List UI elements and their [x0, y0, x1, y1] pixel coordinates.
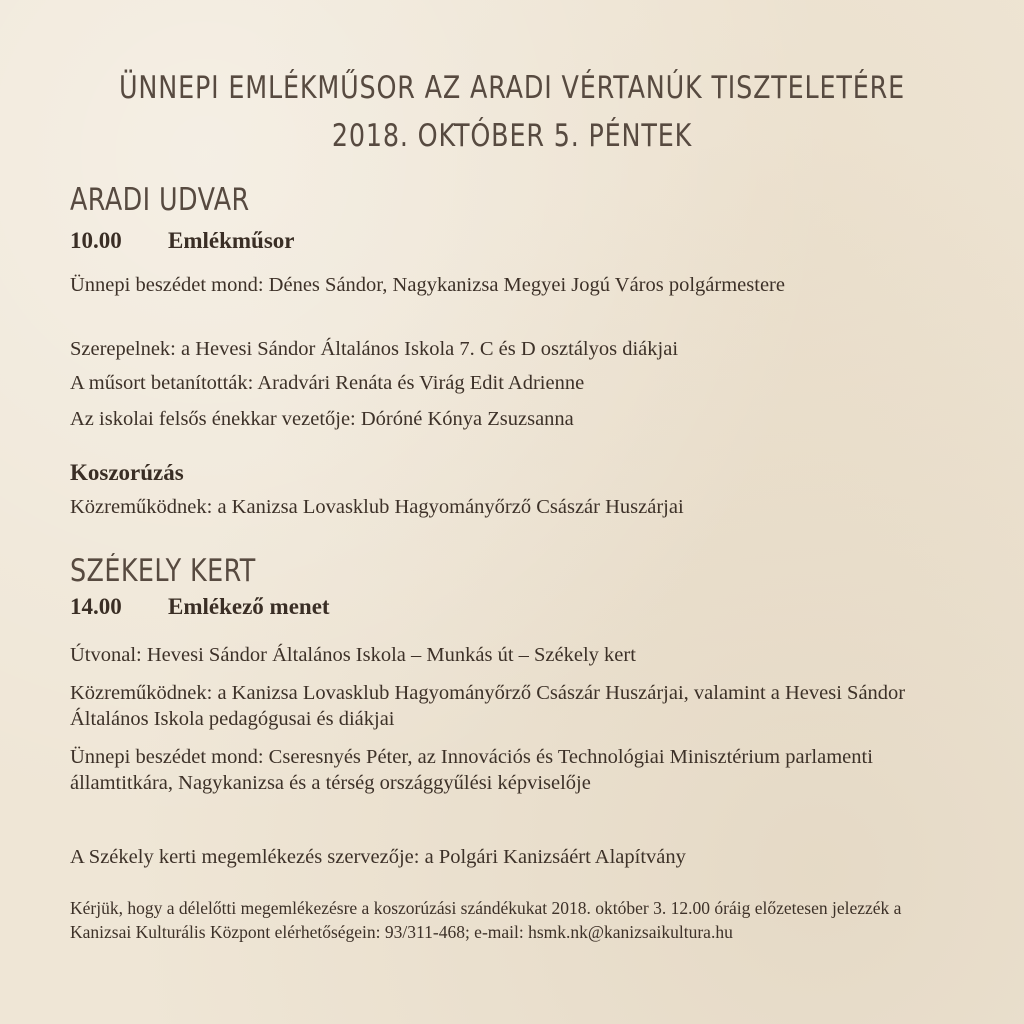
program-line-speaker: Ünnepi beszédet mond: Dénes Sándor, Nagykanizsa Megyei Jogú Város polgármestere	[70, 274, 785, 296]
footer-note: Kérjük, hogy a délelőtti megemlékezésre a koszorúzási szándékukat 2018. október 3. 12.00 óráig előzetesen jelezzék a Kanizsai Kulturális Központ elérhetőségein: 93/311-468; e-mail: hsmk.nk@kanizsaikultura.hu	[70, 898, 902, 942]
headline-title: ÜNNEPI EMLÉKMŰSOR AZ ARADI VÉRTANÚK TISZTELETÉRE	[118, 70, 905, 106]
program-line-choir: Az iskolai felsős énekkar vezetője: Dóróné Kónya Zsuzsanna	[70, 408, 574, 430]
section-title-aradi-udvar: ARADI UDVAR	[70, 182, 250, 218]
program-line-organizer: A Székely kerti megemlékezés szervezője: a Polgári Kanizsáért Alapítvány	[70, 846, 686, 868]
event-emlekmusor	[70, 228, 295, 254]
program-line-teachers: A műsort betanították: Aradvári Renáta és Virág Edit Adrienne	[70, 372, 585, 394]
program-line-contributors: Közreműködnek: a Kanizsa Lovasklub Hagyományőrző Császár Huszárjai, valamint a Hevesi Sándor Általános Iskola pedagógusai és diákjai	[70, 682, 906, 730]
event-name: Emlékműsor	[168, 228, 295, 253]
event-time: 14.00	[70, 594, 122, 619]
event-emlekezo-menet	[70, 594, 330, 620]
wreath-line: Közreműködnek: a Kanizsa Lovasklub Hagyományőrző Császár Huszárjai	[70, 496, 684, 518]
program-line-speaker-2: Ünnepi beszédet mond: Cseresnyés Péter, az Innovációs és Technológiai Minisztérium parlamenti államtitkára, Nagykanizsa és a térség országgyűlési képviselője	[70, 746, 873, 794]
program-line-performers: Szerepelnek: a Hevesi Sándor Általános Iskola 7. C és D osztályos diákjai	[70, 338, 679, 360]
program-line-route: Útvonal: Hevesi Sándor Általános Iskola – Munkás út – Székely kert	[70, 644, 636, 666]
event-time: 10.00	[70, 228, 122, 253]
section-title-szekely-kert: SZÉKELY KERT	[70, 553, 256, 589]
event-name: Emlékező menet	[168, 594, 330, 619]
headline-date: 2018. OKTÓBER 5. PÉNTEK	[331, 118, 693, 154]
wreath-title: Koszorúzás	[70, 460, 184, 485]
